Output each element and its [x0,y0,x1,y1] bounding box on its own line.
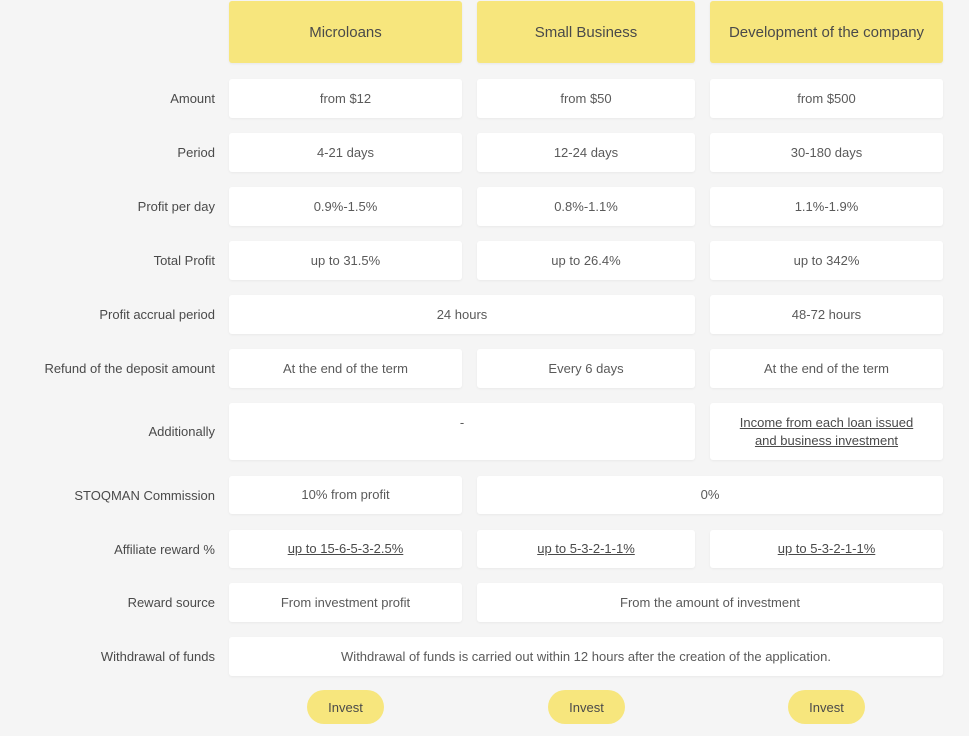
cell-accrual-period-development: 48-72 hours [710,295,943,334]
cell-reward-source-merged: From the amount of investment [477,583,943,622]
cell-amount-microloans: from $12 [229,79,462,118]
cell-withdrawal-merged: Withdrawal of funds is carried out within 12 hours after the creation of the application. [229,637,943,676]
cell-commission-merged: 0% [477,476,943,514]
cell-refund-small-business: Every 6 days [477,349,695,388]
cell-affiliate-microloans [229,530,462,568]
affiliate-link-microloans[interactable]: up to 15-6-5-3-2.5% [287,541,404,556]
cell-profit-per-day-small-business: 0.8%-1.1% [477,187,695,226]
cell-affiliate-small-business [477,530,695,568]
cell-total-profit-development: up to 342% [710,241,943,280]
row-label-period: Period [177,145,215,160]
row-label-amount: Amount [170,91,215,106]
row-label-refund: Refund of the deposit amount [44,361,215,376]
row-label-commission: STOQMAN Commission [74,487,215,503]
cell-refund-microloans: At the end of the term [229,349,462,388]
cell-profit-per-day-development: 1.1%-1.9% [710,187,943,226]
plan-name: Small Business [534,23,638,41]
invest-button-development[interactable]: Invest [788,690,865,724]
affiliate-link-development[interactable]: up to 5-3-2-1-1% [777,541,876,556]
cell-affiliate-development [710,530,943,568]
affiliate-link-small-business[interactable]: up to 5-3-2-1-1% [537,541,635,556]
row-label-reward-source: Reward source [127,595,215,610]
plan-header-microloans [229,1,462,63]
plan-name: Development of the company [728,23,925,41]
cell-refund-development: At the end of the term [710,349,943,388]
row-label-withdrawal: Withdrawal of funds [100,649,215,664]
cell-additionally-merged: - [229,403,695,460]
cell-profit-per-day-microloans: 0.9%-1.5% [229,187,462,226]
income-info-link[interactable]: Income from each loan issued and business investment [739,414,914,448]
plan-header-small-business [477,1,695,63]
cell-total-profit-small-business: up to 26.4% [477,241,695,280]
cell-amount-small-business: from $50 [477,79,695,118]
invest-button-microloans[interactable]: Invest [307,690,384,724]
plan-name: Microloans [309,23,382,41]
cell-period-development: 30-180 days [710,133,943,172]
invest-button-small-business[interactable]: Invest [548,690,625,724]
row-label-affiliate: Affiliate reward % [114,541,215,557]
cell-period-microloans: 4-21 days [229,133,462,172]
row-label-total-profit: Total Profit [153,253,215,268]
cell-reward-source-microloans: From investment profit [229,583,462,622]
plan-header-development [710,1,943,63]
cell-commission-microloans: 10% from profit [229,476,462,514]
row-label-accrual-period: Profit accrual period [99,307,215,322]
cell-accrual-period-merged: 24 hours [229,295,695,334]
row-label-additionally: Additionally [148,424,215,439]
cell-additionally-development [710,403,943,460]
cell-total-profit-microloans: up to 31.5% [229,241,462,280]
cell-period-small-business: 12-24 days [477,133,695,172]
cell-amount-development: from $500 [710,79,943,118]
row-label-profit-per-day: Profit per day [137,199,215,214]
